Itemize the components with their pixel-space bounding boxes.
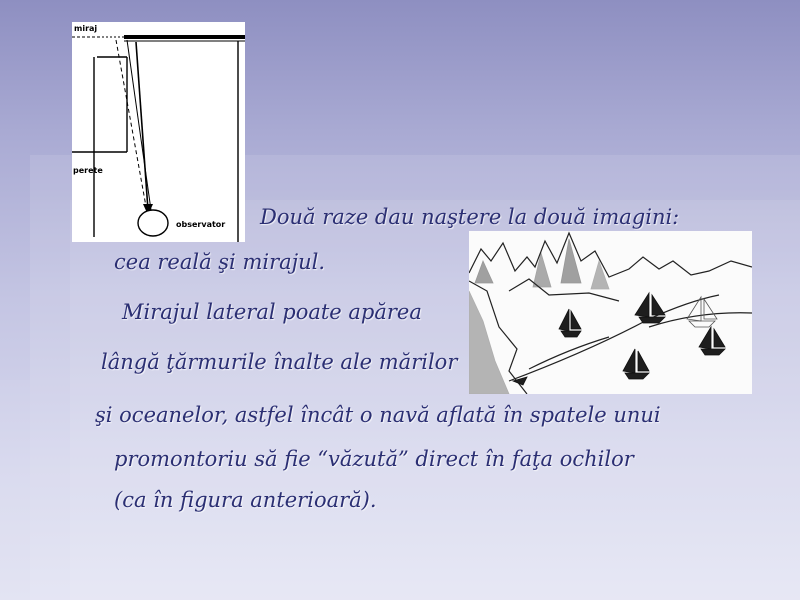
text-line-3: Mirajul lateral poate apărea xyxy=(122,300,422,324)
mirage-ray-diagram xyxy=(72,22,245,242)
coastline-ships-illustration xyxy=(469,231,752,394)
text-line-7: (ca în figura anterioară). xyxy=(114,488,377,512)
text-line-2: cea reală şi mirajul. xyxy=(114,250,326,274)
label-mirage: miraj xyxy=(74,24,98,33)
text-line-5: şi oceanelor, astfel încât o navă aflată în spatele unui xyxy=(95,403,661,427)
text-line-1: Două raze dau naştere la două imagini: xyxy=(260,205,680,229)
background-panel xyxy=(0,380,30,600)
text-line-6: promontoriu să fie “văzută” direct în faţa ochilor xyxy=(114,447,634,471)
label-wall: perete xyxy=(73,166,103,175)
ray-diagram-drawing xyxy=(72,22,245,242)
label-observer: observator xyxy=(176,220,226,229)
text-line-4: lângă ţărmurile înalte ale mărilor xyxy=(101,350,458,374)
ships-drawing xyxy=(469,231,752,394)
